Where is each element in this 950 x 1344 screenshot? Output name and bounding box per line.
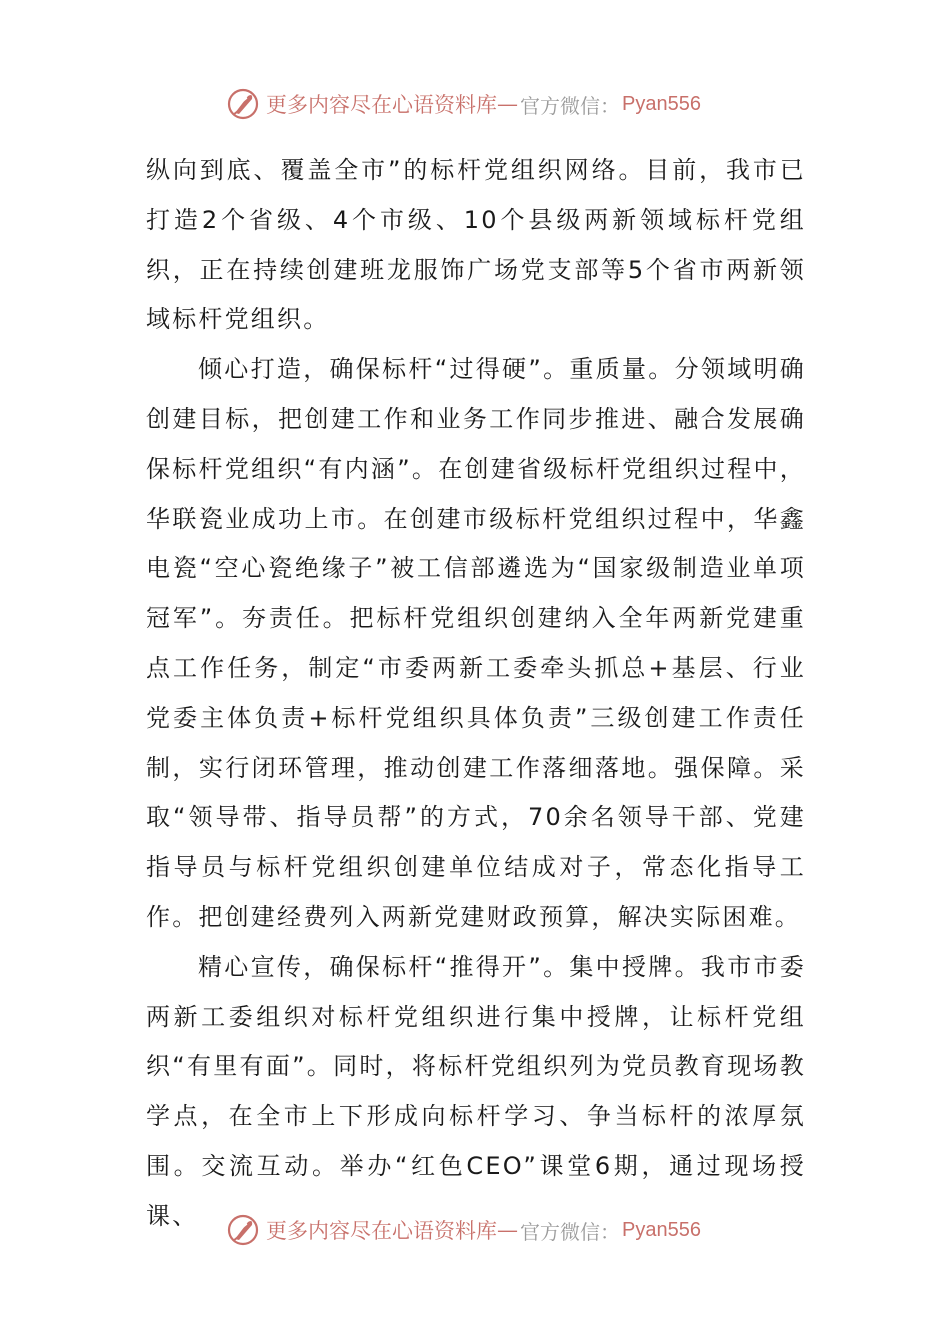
paragraph-2: 倾心打造，确保标杆“过得硬”。重质量。分领域明确创建目标，把创建工作和业务工作同步推进、融合发展确保标杆党组织“有内涵”。在创建省级标杆党组织过程中，华联瓷业成功上市。在创建市级标杆党组织过程中，华鑫电瓷“空心瓷绝缘子”被工信部遴选为“国家级制造业单项冠军”。夯责任。把标杆党组织创建纳入全年两新党建重点工作任务，制定“市委两新工委牵头抓总+基层、行业党委主体负责+标杆党组织具体负责”三级创建工作责任制，实行闭环管理，推动创建工作落细落地。强保障。采取“领导带、指导员帮”的方式，70余名领导干部、党建指导员与标杆党组织创建单位结成对子，常态化指导工作。把创建经费列入两新党建财政预算，解决实际困难。 (146, 355, 806, 931)
header-watermark-banner (226, 84, 701, 124)
footer-watermark-banner (226, 1210, 701, 1250)
paragraph-3: 精心宣传，确保标杆“推得开”。集中授牌。我市市委两新工委组织对标杆党组织进行集中授牌，让标杆党组织“有里有面”。同时，将标杆党组织列为党员教育现场教学点，在全市上下形成向标杆学习、争当标杆的浓厚氛围。交流互动。举办“红色CEO”课堂6期，通过现场授课、 (146, 952, 806, 1230)
paragraph-1: 纵向到底、覆盖全市”的标杆党组织网络。目前，我市已打造2个省级、4个市级、10个县级两新领域标杆党组织，正在持续创建班龙服饰广场党支部等5个省市两新领域标杆党组织。 (146, 156, 806, 334)
quill-pen-icon (226, 1213, 260, 1247)
document-body (146, 146, 806, 1242)
footer-brand-text: 更多内容尽在心语资料库 (266, 1219, 497, 1243)
header-wechat-label: 官方微信： (520, 93, 620, 118)
footer-dash: — (497, 1218, 518, 1242)
footer-wechat-id: Pyan556 (622, 1218, 701, 1241)
footer-wechat-label: 官方微信： (520, 1219, 620, 1244)
quill-pen-icon (226, 87, 260, 121)
header-wechat-id: Pyan556 (622, 92, 701, 115)
header-brand-text: 更多内容尽在心语资料库 (266, 93, 497, 117)
header-dash: — (497, 92, 518, 116)
